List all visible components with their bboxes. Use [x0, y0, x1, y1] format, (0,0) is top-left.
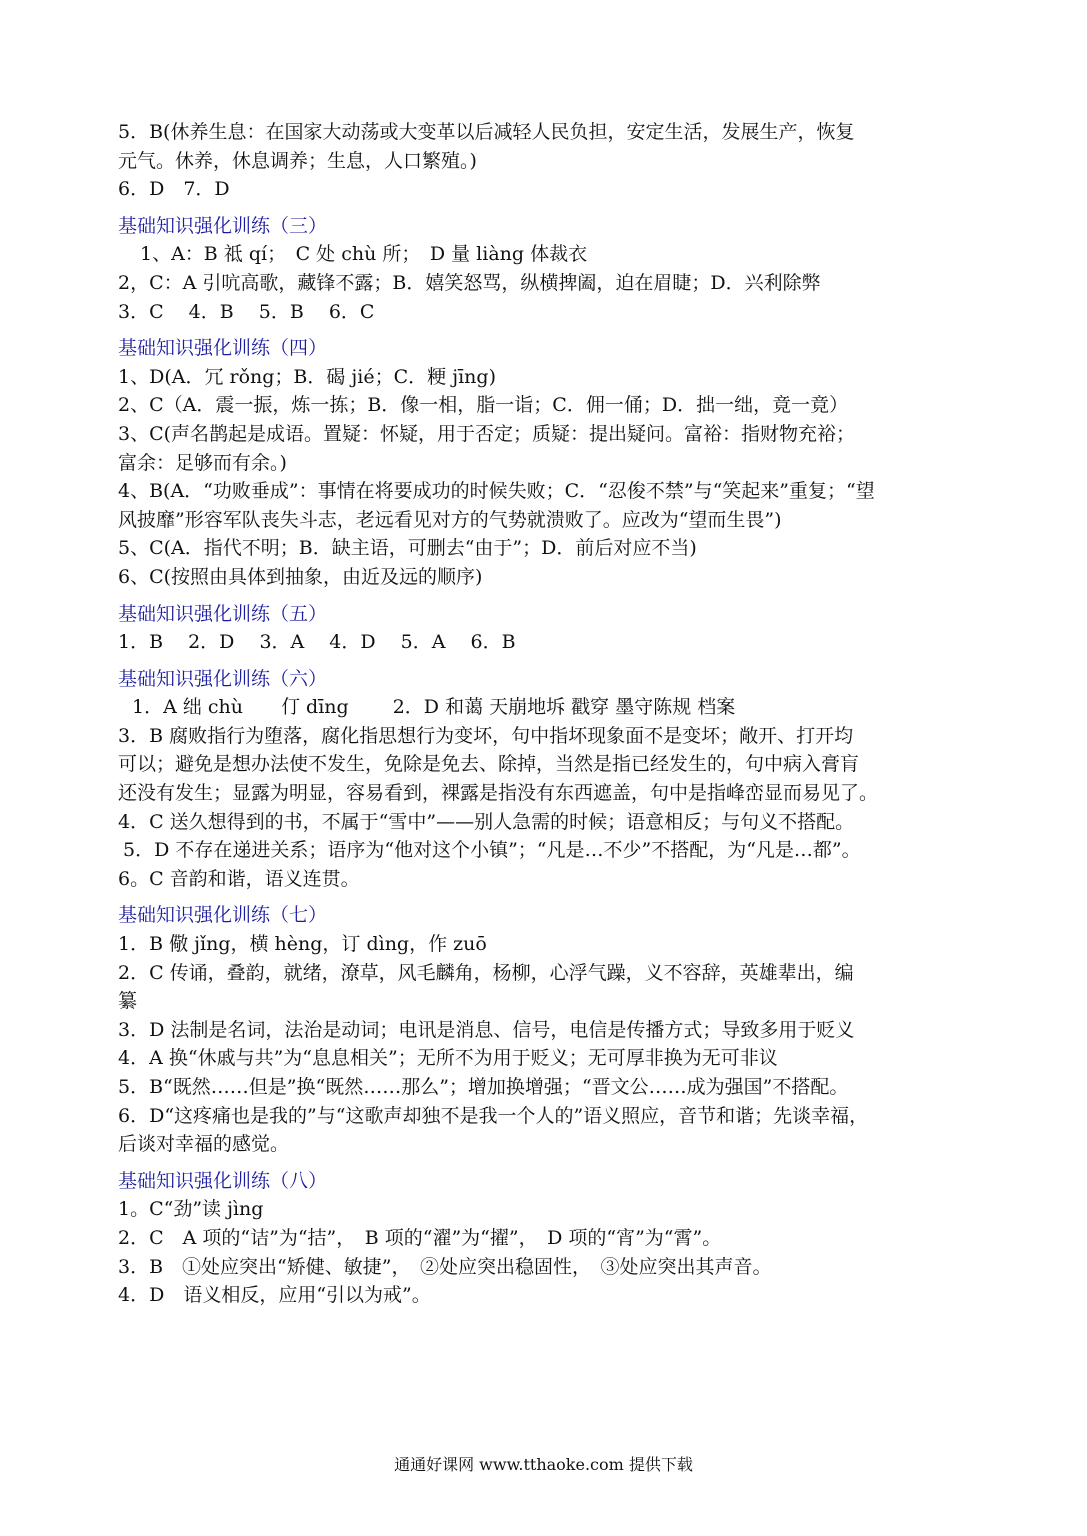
text-line: 1、A：B 祗 qí； C 处 chù 所； D 量 liàng 体裁衣: [140, 243, 588, 266]
section-7: [118, 901, 978, 1158]
section-heading: 基础知识强化训练（八）: [118, 1169, 328, 1192]
text-line: 5、C(A．指代不明；B．缺主语，可删去“由于”；D．前后对应不当): [118, 537, 697, 560]
text-line: 富余：足够而有余。): [118, 451, 287, 474]
section-6: [118, 665, 978, 894]
section-5: [118, 600, 978, 657]
section-0: [118, 118, 978, 204]
text-line: 1．B 儆 jǐng，横 hèng，订 dìng，作 zuō: [118, 933, 487, 956]
text-line: 4、B(A．“功败垂成”：事情在将要成功的时候失败；C．“忍俊不禁”与“笑起来”重复；“望: [118, 480, 875, 503]
text-line: 3．D 法制是名词，法治是动词；电讯是消息、信号，电信是传播方式；导致多用于贬义: [118, 1018, 855, 1041]
text-line: 3．B 腐败指行为堕落，腐化指思想行为变坏，句中指坏现象面不是变坏；敞开、打开均: [118, 724, 854, 747]
text-line: 可以；避免是想办法使不发生，免除是免去、除掉，当然是指已经发生的，句中病入膏肓: [118, 753, 860, 776]
text-line: 后谈对幸福的感觉。: [118, 1133, 290, 1156]
section-heading: 基础知识强化训练（三）: [118, 214, 328, 237]
answer-page: [118, 118, 978, 1318]
text-line: 5．D 不存在递进关系；语序为“他对这个小镇”；“凡是…不少”不搭配，为“凡是…都”。: [123, 839, 861, 862]
text-line: 1。C“劲”读 jìng: [118, 1198, 264, 1221]
text-line: 3．C 4．B 5．B 6．C: [118, 300, 375, 323]
text-line: 4．A 换“休戚与共”为“息息相关”；无所不为用于贬义；无可厚非换为无可非议: [118, 1047, 778, 1070]
section-heading: 基础知识强化训练（六）: [118, 667, 328, 690]
text-line: 6、C(按照由具体到抽象，由近及远的顺序): [118, 565, 483, 588]
text-line: 元气。休养，休息调养；生息，人口繁殖。): [118, 149, 477, 172]
text-line: 风披靡”形容军队丧失斗志，老远看见对方的气势就溃败了。应改为“望而生畏”): [118, 508, 782, 531]
text-line: 1、D(A．冗 rǒng；B．碣 jié；C．粳 jīng): [118, 365, 496, 388]
text-line: 3．B ①处应突出“矫健、敏捷”， ②处应突出稳固性， ③处应突出其声音。: [118, 1255, 772, 1278]
text-line: 6．D 7．D: [118, 178, 230, 201]
section-3: [118, 212, 978, 326]
section-4: [118, 334, 978, 591]
text-line: 2，C：A 引吭高歌，藏锋不露；B．嬉笑怒骂，纵横捭阖，迫在眉睫；D．兴利除弊: [118, 271, 821, 294]
text-line: 4．D 语义相反，应用“引以为戒”。: [118, 1284, 431, 1307]
section-8: [118, 1167, 978, 1310]
text-line: 1．A 绌 chù 仃 dīng 2．D 和蔼 天崩地坼 戳穿 墨守陈规 档案: [132, 696, 736, 719]
section-heading: 基础知识强化训练（五）: [118, 602, 328, 625]
text-line: 5．B(休养生息：在国家大动荡或大变革以后减轻人民负担，安定生活，发展生产，恢复: [118, 121, 855, 143]
text-line: 还没有发生；显露为明显，容易看到，裸露是指没有东西遮盖，句中是指峰峦显而易见了。: [118, 782, 879, 805]
text-line: 6。C 音韵和谐，语义连贯。: [118, 867, 360, 890]
text-line: 2．C A 项的“诘”为“拮”， B 项的“濯”为“擢”， D 项的“宵”为“霄”。: [118, 1226, 722, 1249]
page-footer: 通通好课网 www.tthaoke.com 提供下载: [394, 1455, 693, 1474]
text-line: 6．D“这疼痛也是我的”与“这歌声却独不是我一个人的”语义照应，音节和谐；先谈幸福，: [118, 1104, 869, 1127]
text-line: 纂: [118, 990, 138, 1013]
section-heading: 基础知识强化训练（七）: [118, 904, 328, 927]
text-line: 3、C(声名鹊起是成语。置疑：怀疑，用于否定；质疑：提出疑问。富裕：指财物充裕；: [118, 422, 856, 445]
text-line: 2．C 传诵，叠韵，就绪，潦草，风毛麟角，杨柳，心浮气躁，义不容辞，英雄辈出，编: [118, 961, 854, 984]
text-line: 5．B“既然……但是”换“既然……那么”；增加换增强；“晋文公……成为强国”不搭配。: [118, 1076, 849, 1098]
text-line: 4．C 送久想得到的书，不属于“雪中”——别人急需的时候；语意相反；与句义不搭配。: [118, 810, 855, 833]
section-heading: 基础知识强化训练（四）: [118, 337, 328, 360]
text-line: 1．B 2．D 3．A 4．D 5．A 6．B: [118, 631, 516, 654]
text-line: 2、C（A．震一振，炼一拣；B．像一相，脂一诣；C．佣一俑；D．拙一绌，竟一竟）: [118, 394, 849, 417]
